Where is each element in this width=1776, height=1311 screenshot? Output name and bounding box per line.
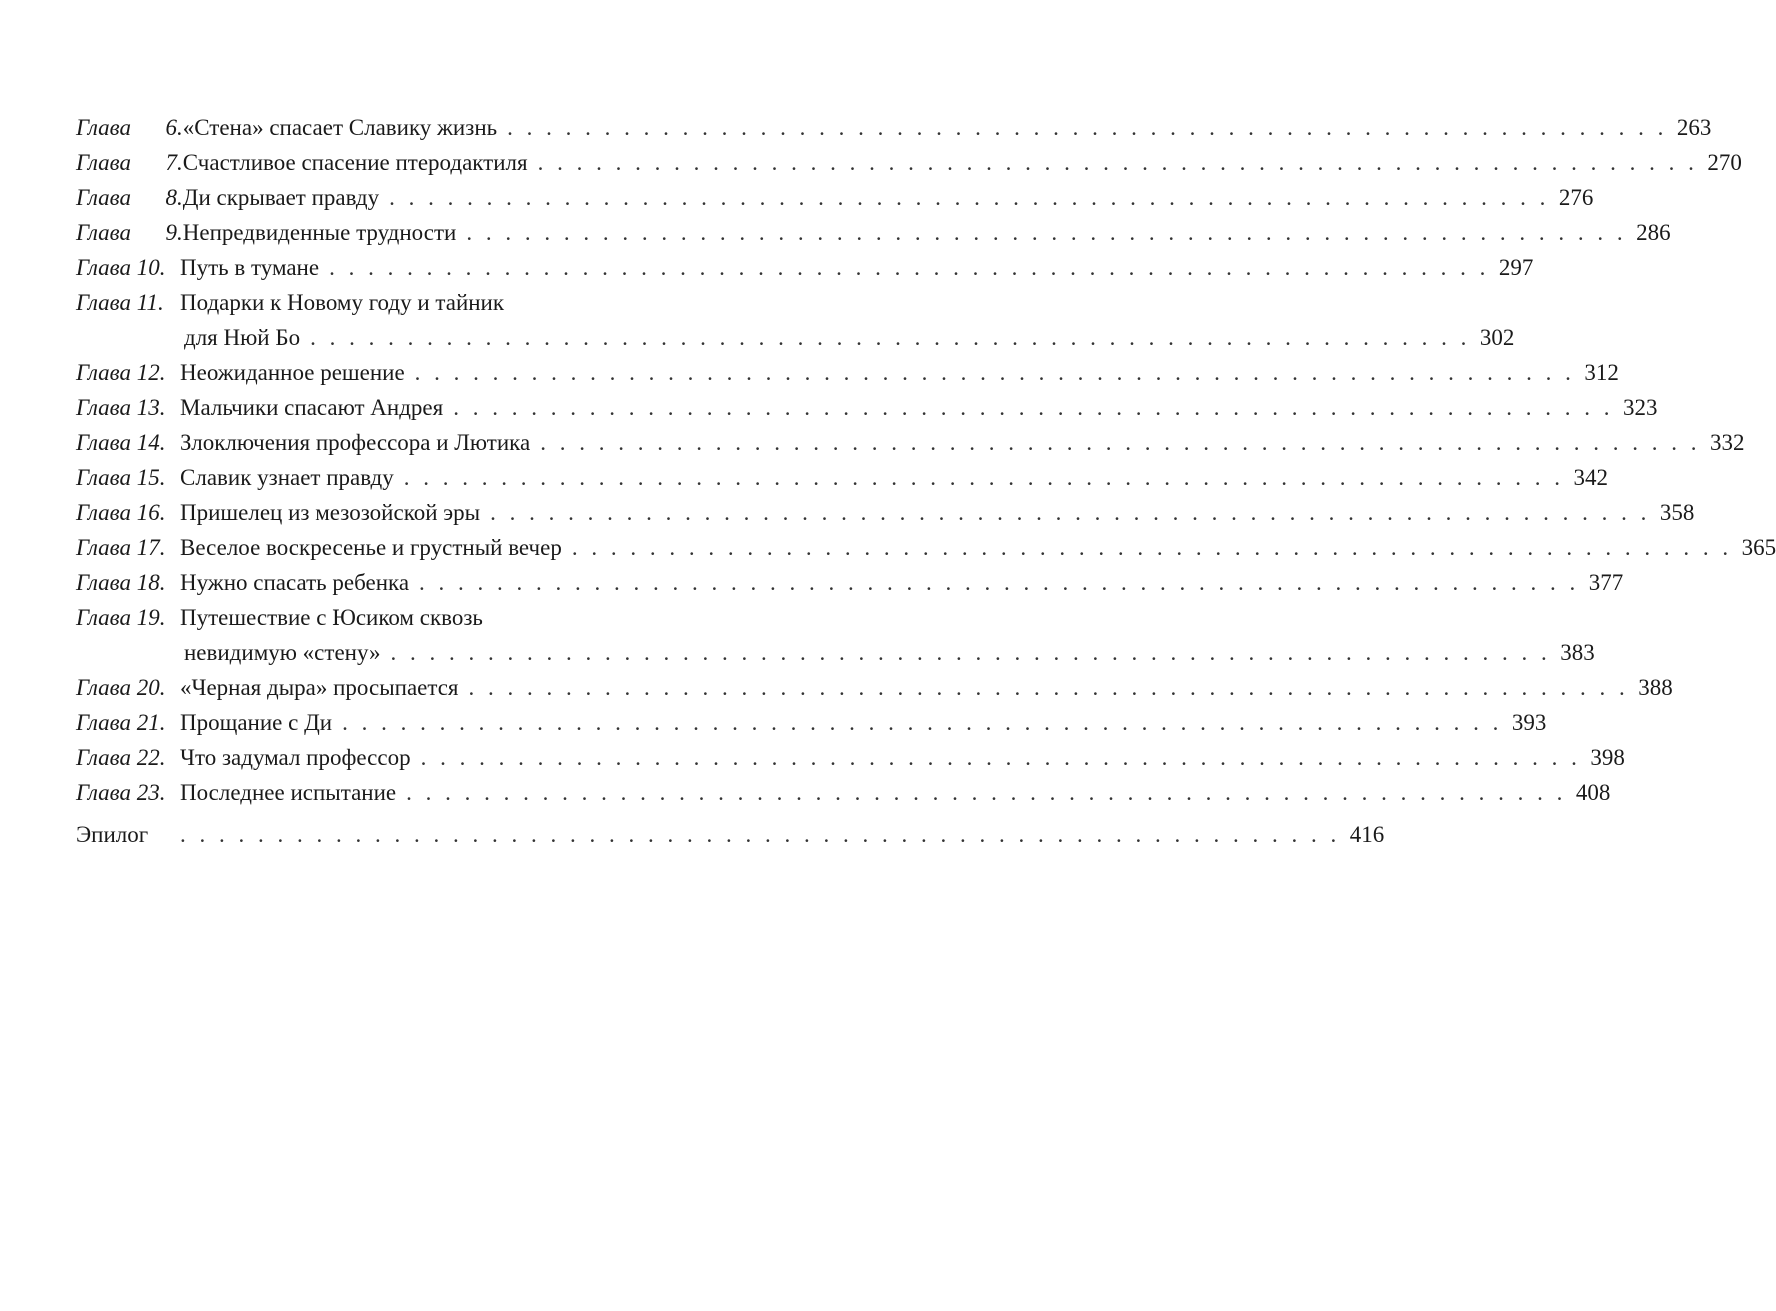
chapter-label — [76, 180, 183, 215]
dot-leader: . . . . . . . . . . . . . . . . . . . . . . . . . . . . . . . . . . . . . . . . . . . . . . . . . . . . . . . . . . . . — [571, 535, 1733, 560]
toc-entry — [76, 460, 1608, 495]
chapter-title-line — [180, 250, 1534, 285]
chapter-title: «Черная дыра» просыпается — [180, 675, 459, 700]
chapter-label — [76, 775, 180, 810]
chapter-label — [76, 215, 183, 250]
dot-leader: . . . . . . . . . . . . . . . . . . . . . . . . . . . . . . . . . . . . . . . . . . . . . . . . . . . . . . . . . . . . — [310, 325, 1471, 350]
chapter-title: Ди скрывает правду — [182, 185, 380, 210]
chapter-title-line — [182, 180, 1594, 215]
table-of-contents — [76, 110, 1776, 852]
chapter-body — [182, 145, 1742, 180]
toc-entry — [76, 425, 1745, 460]
page-number: 342 — [1573, 465, 1608, 490]
chapter-title: Мальчики спасают Андрея — [180, 395, 444, 420]
toc-entry — [76, 600, 1595, 670]
chapter-label — [76, 250, 180, 285]
page-number: 286 — [1636, 220, 1671, 245]
chapter-number: 21. — [136, 710, 166, 735]
chapter-number: 17. — [136, 535, 166, 560]
dot-leader: . . . . . . . . . . . . . . . . . . . . . . . . . . . . . . . . . . . . . . . . . . . . . . . . . . . . . . . . . . . . — [537, 150, 1698, 175]
chapter-label — [76, 600, 180, 670]
chapter-body — [180, 600, 1595, 670]
chapter-body — [180, 425, 1745, 460]
chapter-title-line — [180, 425, 1745, 460]
chapter-word: Глава — [76, 430, 131, 455]
chapter-body — [182, 180, 1594, 215]
chapter-number: 23. — [136, 780, 166, 805]
toc-entry-epilog — [76, 817, 1385, 852]
dot-leader: . . . . . . . . . . . . . . . . . . . . . . . . . . . . . . . . . . . . . . . . . . . . . . . . . . . . . . . . . . . . — [403, 465, 1564, 490]
chapter-title-line — [180, 775, 1611, 810]
chapter-title-line — [180, 390, 1658, 425]
chapter-title: Веселое воскресенье и грустный вечер — [180, 535, 562, 560]
chapter-title: Славик узнает правду — [180, 465, 394, 490]
toc-entry — [76, 215, 1671, 250]
chapter-title: Неожиданное решение — [180, 360, 405, 385]
chapter-title-line — [180, 740, 1625, 775]
chapter-title: для Нюй Бо — [184, 325, 301, 350]
page-number: 377 — [1588, 570, 1624, 595]
toc-entry — [76, 285, 1515, 355]
chapter-title-line — [180, 285, 734, 320]
page-number: 270 — [1707, 150, 1742, 175]
chapter-label — [76, 460, 180, 495]
chapter-body — [182, 215, 1671, 250]
chapter-word: Глава — [76, 465, 131, 490]
chapter-title: Прощание с Ди — [180, 710, 333, 735]
epilog-line — [180, 817, 1385, 852]
chapter-body — [180, 355, 1619, 390]
dot-leader: . . . . . . . . . . . . . . . . . . . . . . . . . . . . . . . . . . . . . . . . . . . . . . . . . . . . . . . . . . . . — [507, 115, 1668, 140]
chapter-body — [180, 390, 1658, 425]
toc-entry — [76, 355, 1619, 390]
chapter-label — [76, 530, 180, 565]
chapter-label — [76, 705, 180, 740]
chapter-body — [180, 495, 1695, 530]
chapter-title-line — [182, 215, 1671, 250]
page-number: 302 — [1479, 325, 1515, 350]
dot-leader: . . . . . . . . . . . . . . . . . . . . . . . . . . . . . . . . . . . . . . . . . . . . . . . . . . . . . . . . . . . . — [419, 570, 1580, 595]
page-number: 332 — [1709, 430, 1745, 455]
toc-entry — [76, 495, 1695, 530]
chapter-title: невидимую «стену» — [184, 640, 381, 665]
chapter-title-line — [180, 565, 1624, 600]
chapter-word: Глава — [76, 780, 131, 805]
chapter-title: Злоключения профессора и Лютика — [180, 430, 531, 455]
chapter-number: 22. — [136, 745, 166, 770]
chapter-body — [180, 705, 1547, 740]
toc-entry — [76, 250, 1534, 285]
dot-leader: . . . . . . . . . . . . . . . . . . . . . . . . . . . . . . . . . . . . . . . . . . . . . . . . . . . . . . . . . . . . — [389, 185, 1550, 210]
chapter-number: 15. — [136, 465, 166, 490]
chapter-label — [76, 565, 180, 600]
chapter-number: 20. — [136, 675, 166, 700]
page-number: 263 — [1676, 115, 1712, 140]
chapter-number: 13. — [136, 395, 166, 420]
toc-entry — [76, 565, 1624, 600]
page-number: 358 — [1659, 500, 1695, 525]
chapter-number: 19. — [136, 605, 166, 630]
chapter-title-line — [180, 460, 1608, 495]
chapter-word: Глава — [76, 255, 131, 280]
page-number: 323 — [1622, 395, 1658, 420]
chapter-body — [180, 775, 1611, 810]
toc-entry — [76, 530, 1776, 565]
chapter-title-line — [180, 320, 1515, 355]
chapter-label — [76, 495, 180, 530]
chapter-title-line — [180, 705, 1547, 740]
page-number: 388 — [1638, 675, 1673, 700]
chapter-title-line — [180, 355, 1619, 390]
chapter-number: 16. — [136, 500, 166, 525]
chapter-number: 14. — [136, 430, 166, 455]
chapter-number: 10. — [136, 255, 166, 280]
chapter-word: Глава — [76, 675, 131, 700]
chapter-body — [182, 110, 1712, 145]
chapter-label — [76, 390, 180, 425]
chapter-label — [76, 670, 180, 705]
toc-entry — [76, 740, 1625, 775]
chapter-title: Пришелец из мезозойской эры — [180, 500, 481, 525]
toc-entry — [76, 145, 1742, 180]
chapter-body — [180, 250, 1534, 285]
chapter-word: Глава — [76, 535, 131, 560]
chapter-word: Глава — [76, 395, 131, 420]
toc-entry — [76, 110, 1712, 145]
chapter-label — [76, 425, 180, 460]
page-number: 398 — [1590, 745, 1625, 770]
dot-leader: . . . . . . . . . . . . . . . . . . . . . . . . . . . . . . . . . . . . . . . . . . . . . . . . . . . . . . . . . . . . — [390, 640, 1551, 665]
dot-leader: . . . . . . . . . . . . . . . . . . . . . . . . . . . . . . . . . . . . . . . . . . . . . . . . . . . . . . . . . . . . — [490, 500, 1651, 525]
toc-entry — [76, 390, 1658, 425]
chapter-body — [180, 530, 1776, 565]
dot-leader: . . . . . . . . . . . . . . . . . . . . . . . . . . . . . . . . . . . . . . . . . . . . . . . . . . . . . . . . . . . . — [453, 395, 1614, 420]
chapter-title: Непредвиденные трудности — [182, 220, 457, 245]
chapter-label — [76, 740, 180, 775]
chapter-word: Глава — [76, 360, 131, 385]
page-number: 408 — [1575, 780, 1611, 805]
chapter-title: Последнее испытание — [180, 780, 397, 805]
chapter-number: 12. — [136, 360, 166, 385]
chapter-title: Подарки к Новому году и тайник — [180, 290, 505, 315]
dot-leader: . . . . . . . . . . . . . . . . . . . . . . . . . . . . . . . . . . . . . . . . . . . . . . . . . . . . . . . . . . . . — [342, 710, 1503, 735]
page-number: 383 — [1560, 640, 1595, 665]
chapter-body — [180, 740, 1625, 775]
chapter-word: Глава — [76, 290, 131, 315]
page-number: 365 — [1741, 535, 1776, 560]
chapter-number: 6. — [165, 115, 183, 140]
page-number: 416 — [1349, 822, 1385, 847]
epilog-title: Эпилог — [76, 822, 149, 847]
toc-entry — [76, 775, 1611, 810]
chapter-title: Путешествие с Юсиком сквозь — [180, 605, 483, 630]
chapter-title-line — [180, 635, 1595, 670]
chapter-word: Глава — [76, 115, 131, 140]
page-number: 276 — [1558, 185, 1594, 210]
toc-entry — [76, 705, 1547, 740]
chapter-title-line — [180, 495, 1695, 530]
chapter-number: 7. — [165, 150, 183, 175]
chapter-word: Глава — [76, 500, 131, 525]
chapter-word: Глава — [76, 220, 131, 245]
chapter-number: 8. — [165, 185, 183, 210]
dot-leader: . . . . . . . . . . . . . . . . . . . . . . . . . . . . . . . . . . . . . . . . . . . . . . . . . . . . . . . . . . . . — [180, 822, 1341, 847]
toc-entry — [76, 670, 1673, 705]
toc-entry — [76, 180, 1594, 215]
page-number: 297 — [1498, 255, 1534, 280]
chapter-title: Что задумал профессор — [180, 745, 411, 770]
dot-leader: . . . . . . . . . . . . . . . . . . . . . . . . . . . . . . . . . . . . . . . . . . . . . . . . . . . . . . . . . . . . — [406, 780, 1567, 805]
chapter-number: 18. — [136, 570, 166, 595]
chapter-body — [180, 460, 1608, 495]
chapter-number: 9. — [165, 220, 183, 245]
chapter-label — [76, 285, 180, 355]
chapter-title-line — [180, 670, 1673, 705]
epilog-body — [180, 817, 1385, 852]
chapter-title-line — [180, 600, 734, 635]
chapter-title-line — [182, 145, 1742, 180]
chapter-body — [180, 670, 1673, 705]
chapter-word: Глава — [76, 605, 131, 630]
dot-leader: . . . . . . . . . . . . . . . . . . . . . . . . . . . . . . . . . . . . . . . . . . . . . . . . . . . . . . . . . . . . — [466, 220, 1627, 245]
chapter-body — [180, 285, 1515, 355]
chapter-body — [180, 565, 1624, 600]
chapter-label — [76, 145, 183, 180]
chapter-title: Счастливое спасение птеродактиля — [182, 150, 528, 175]
chapter-word: Глава — [76, 710, 131, 735]
chapter-title: Нужно спасать ребенка — [180, 570, 410, 595]
dot-leader: . . . . . . . . . . . . . . . . . . . . . . . . . . . . . . . . . . . . . . . . . . . . . . . . . . . . . . . . . . . . — [414, 360, 1575, 385]
page-number: 393 — [1511, 710, 1547, 735]
chapter-label — [76, 110, 183, 145]
page-number: 312 — [1584, 360, 1619, 385]
dot-leader: . . . . . . . . . . . . . . . . . . . . . . . . . . . . . . . . . . . . . . . . . . . . . . . . . . . . . . . . . . . . — [468, 675, 1629, 700]
chapter-title: Путь в тумане — [180, 255, 320, 280]
dot-leader: . . . . . . . . . . . . . . . . . . . . . . . . . . . . . . . . . . . . . . . . . . . . . . . . . . . . . . . . . . . . — [540, 430, 1701, 455]
dot-leader: . . . . . . . . . . . . . . . . . . . . . . . . . . . . . . . . . . . . . . . . . . . . . . . . . . . . . . . . . . . . — [420, 745, 1581, 770]
chapter-label — [76, 355, 180, 390]
chapter-title-line — [182, 110, 1712, 145]
chapter-title-line — [180, 530, 1776, 565]
chapter-word: Глава — [76, 570, 131, 595]
chapter-number: 11. — [136, 290, 164, 315]
chapter-title: «Стена» спасает Славику жизнь — [182, 115, 498, 140]
dot-leader: . . . . . . . . . . . . . . . . . . . . . . . . . . . . . . . . . . . . . . . . . . . . . . . . . . . . . . . . . . . . — [329, 255, 1490, 280]
chapter-word: Глава — [76, 150, 131, 175]
chapter-word: Глава — [76, 745, 131, 770]
chapter-word: Глава — [76, 185, 131, 210]
